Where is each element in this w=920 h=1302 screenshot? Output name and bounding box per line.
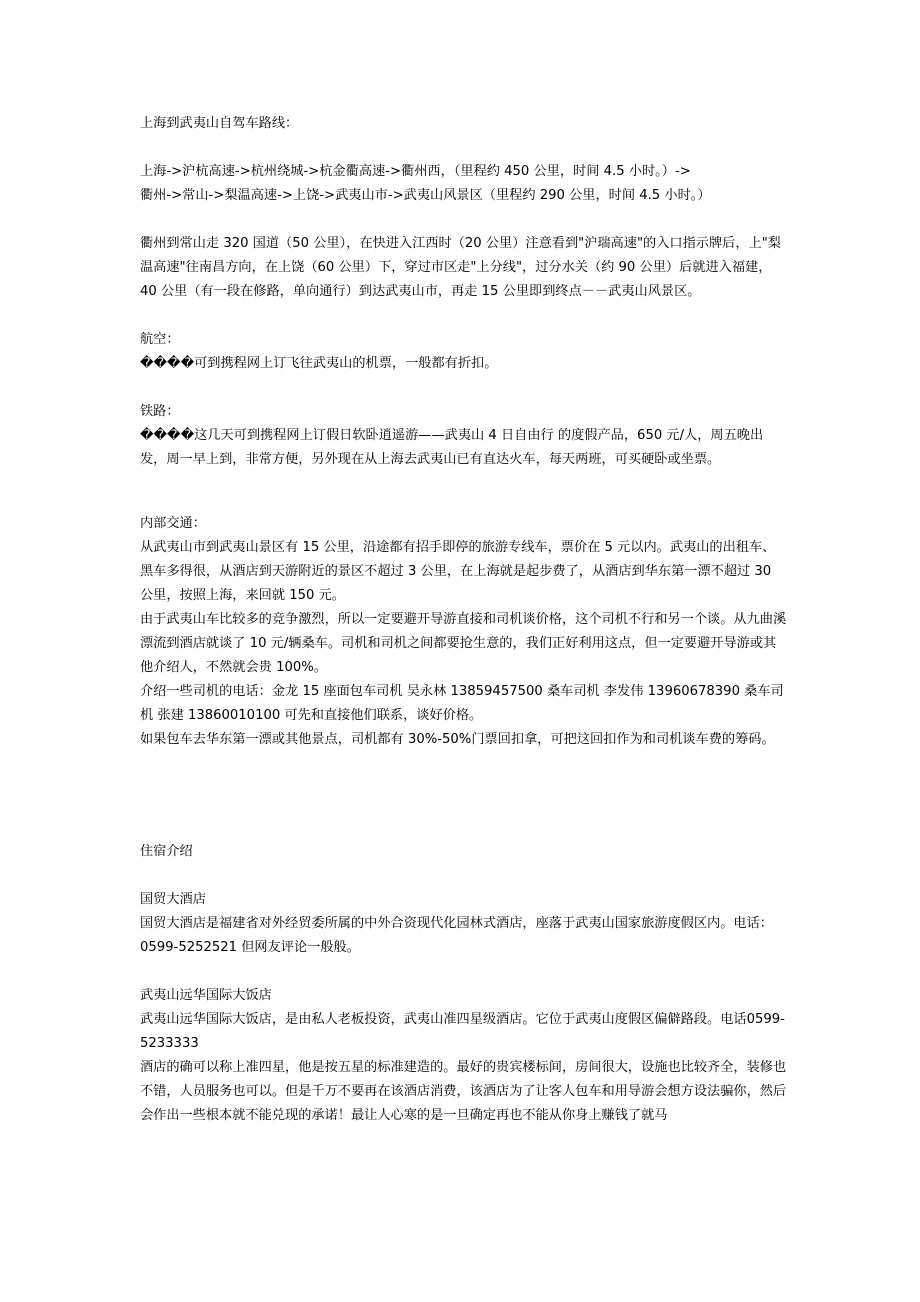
document-body <box>140 112 788 1128</box>
hotel-description: 国贸大酒店是福建省对外经贸委所属的中外合资现代化园林式酒店，座落于武夷山国家旅游度假区内。电话：0599-5252521 但网友评论一般般。 <box>140 916 773 955</box>
hotel-review: 酒店的确可以称上准四星，他是按五星的标准建造的。最好的贵宾楼标间，房间很大，设施也比较齐全，装修也不错，人员服务也可以。但是千万不要再在该酒店消费，该酒店为了让客人包车和用导游会想方设法骗你，然后会作出一些根本就不能兑现的承诺！最让人心寒的是一旦确定再也不能从你身上赚钱了就马 <box>140 1060 787 1123</box>
hotel-description: 武夷山远华国际大饭店，是由私人老板投资，武夷山准四星级酒店。它位于武夷山度假区偏僻路段。电话0599-5233333 <box>140 1012 785 1051</box>
local-title: 内部交通： <box>140 516 206 531</box>
rail-title: 铁路： <box>140 404 180 419</box>
hotel-name: 武夷山远华国际大饭店 <box>140 988 272 1003</box>
local-paragraph: 从武夷山市到武夷山景区有 15 公里，沿途都有招手即停的旅游专线车，票价在 5 元以内。武夷山的出租车、黑车多得很，从酒店到天游附近的景区不超过 3 公里，在上海就是起步费了，从酒店到华东第一漂不超过 30 公里，按照上海，来回就 150 元。 <box>140 540 776 603</box>
air-text: ����可到携程网上订飞往武夷山的机票，一般都有折扣。 <box>140 356 498 371</box>
lodging-title: 住宿介绍 <box>140 844 193 859</box>
driver-contacts: 介绍一些司机的电话：金龙 15 座面包车司机 吴永林 13859457500 桑车司机 李发伟 13960678390 桑车司机 张建 13860010100 可先和直接他们联系，谈好价格。 <box>140 684 784 723</box>
hotel-name: 国贸大酒店 <box>140 892 206 907</box>
route-line: 衢州->常山->梨温高速->上饶->武夷山市->武夷山风景区（里程约 290 公里，时间 4.5 小时。） <box>140 188 711 203</box>
route-title: 上海到武夷山自驾车路线： <box>140 116 299 131</box>
local-paragraph: 由于武夷山车比较多的竞争激烈，所以一定要避开导游直接和司机谈价格，这个司机不行和另一个谈。从九曲溪漂流到酒店就谈了 10 元/辆桑车。司机和司机之间都要抢生意的，我们正好利用这点，但一定要避开导游或其他介绍人，不然就会贵 100%。 <box>140 612 787 675</box>
air-title: 航空： <box>140 332 180 347</box>
rail-text: ����这几天可到携程网上订假日软卧逍遥游——武夷山 4 日自由行 的度假产品，650 元/人，周五晚出发，周一早上到，非常方便，另外现在从上海去武夷山已有直达火车，每天两班，可买硬卧或坐票。 <box>140 428 764 467</box>
route-line: 上海->沪杭高速->杭州绕城->杭金衢高速->衢州西，（里程约 450 公里，时间 4.5 小时。）-> <box>140 164 691 179</box>
local-paragraph: 如果包车去华东第一漂或其他景点，司机都有 30%-50%门票回扣拿，可把这回扣作为和司机谈车费的筹码。 <box>140 732 775 747</box>
route-detail: 衢州到常山走 320 国道（50 公里），在快进入江西时（20 公里）注意看到"沪瑞高速"的入口指示牌后，上"梨温高速"往南昌方向，在上饶（60 公里）下，穿过市区走"上分线"，过分水关（约 90 公里）后就进入福建，40 公里（有一段在修路，单向通行）到达武夷山市，再走 15 公里即到终点－－武夷山风景区。 <box>140 236 781 299</box>
